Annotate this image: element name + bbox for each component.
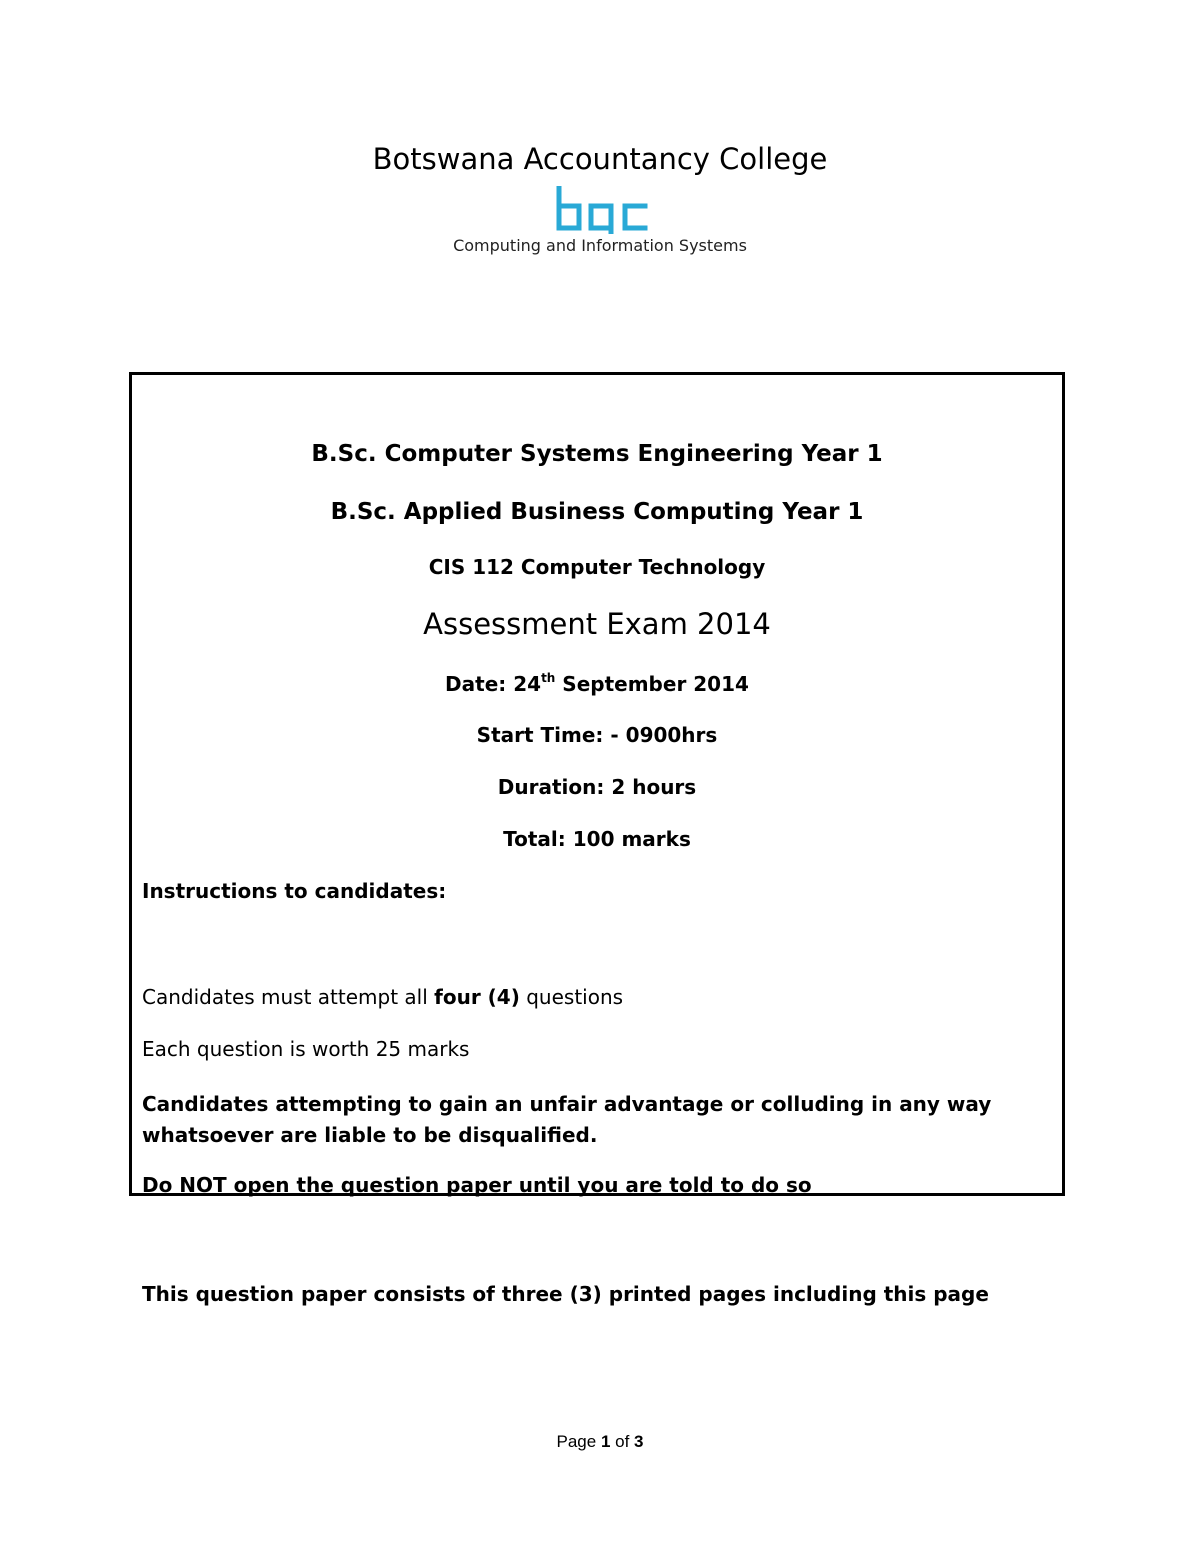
instr1-bold: four (4) — [434, 985, 520, 1009]
exam-date — [132, 671, 1062, 696]
date-prefix: Date: 24 — [445, 672, 542, 696]
date-suffix: September 2014 — [555, 672, 749, 696]
exam-title: Assessment Exam 2014 — [423, 607, 771, 641]
start-time: Start Time: - 0900hrs — [476, 723, 718, 747]
programme-line-2: B.Sc. Applied Business Computing Year 1 — [330, 499, 864, 525]
footer-page-word: Page — [556, 1432, 601, 1451]
page-footer — [0, 1432, 1200, 1452]
instruction-marks-per-question: Each question is worth 25 marks — [142, 1037, 470, 1061]
pages-note: This question paper consists of three (3) printed pages including this page — [142, 1282, 989, 1306]
footer-current-page: 1 — [600, 1432, 611, 1451]
college-name: Botswana Accountancy College — [372, 142, 828, 176]
instruction-do-not-open: Do NOT open the question paper until you are told to do so — [142, 1173, 812, 1197]
footer-total-pages: 3 — [634, 1432, 644, 1451]
course-title: CIS 112 Computer Technology — [428, 555, 766, 579]
instruction-disqualification: Candidates attempting to gain an unfair advantage or colluding in any way whatsoever are liable to be disqualified. — [142, 1092, 992, 1147]
total-marks: Total: 100 marks — [503, 827, 691, 851]
date-ordinal: th — [541, 671, 556, 685]
footer-of-word: of — [610, 1432, 635, 1451]
department-name: Computing and Information Systems — [453, 236, 747, 255]
instruction-attempt-all — [142, 985, 1044, 1009]
duration: Duration: 2 hours — [497, 775, 697, 799]
instr1-pre: Candidates must attempt all — [142, 985, 435, 1009]
instr1-post: questions — [519, 985, 624, 1009]
exam-info-box — [129, 372, 1065, 1196]
instructions-heading: Instructions to candidates: — [142, 879, 447, 903]
programme-line-1: B.Sc. Computer Systems Engineering Year 1 — [311, 441, 883, 467]
bac-logo — [553, 186, 649, 234]
